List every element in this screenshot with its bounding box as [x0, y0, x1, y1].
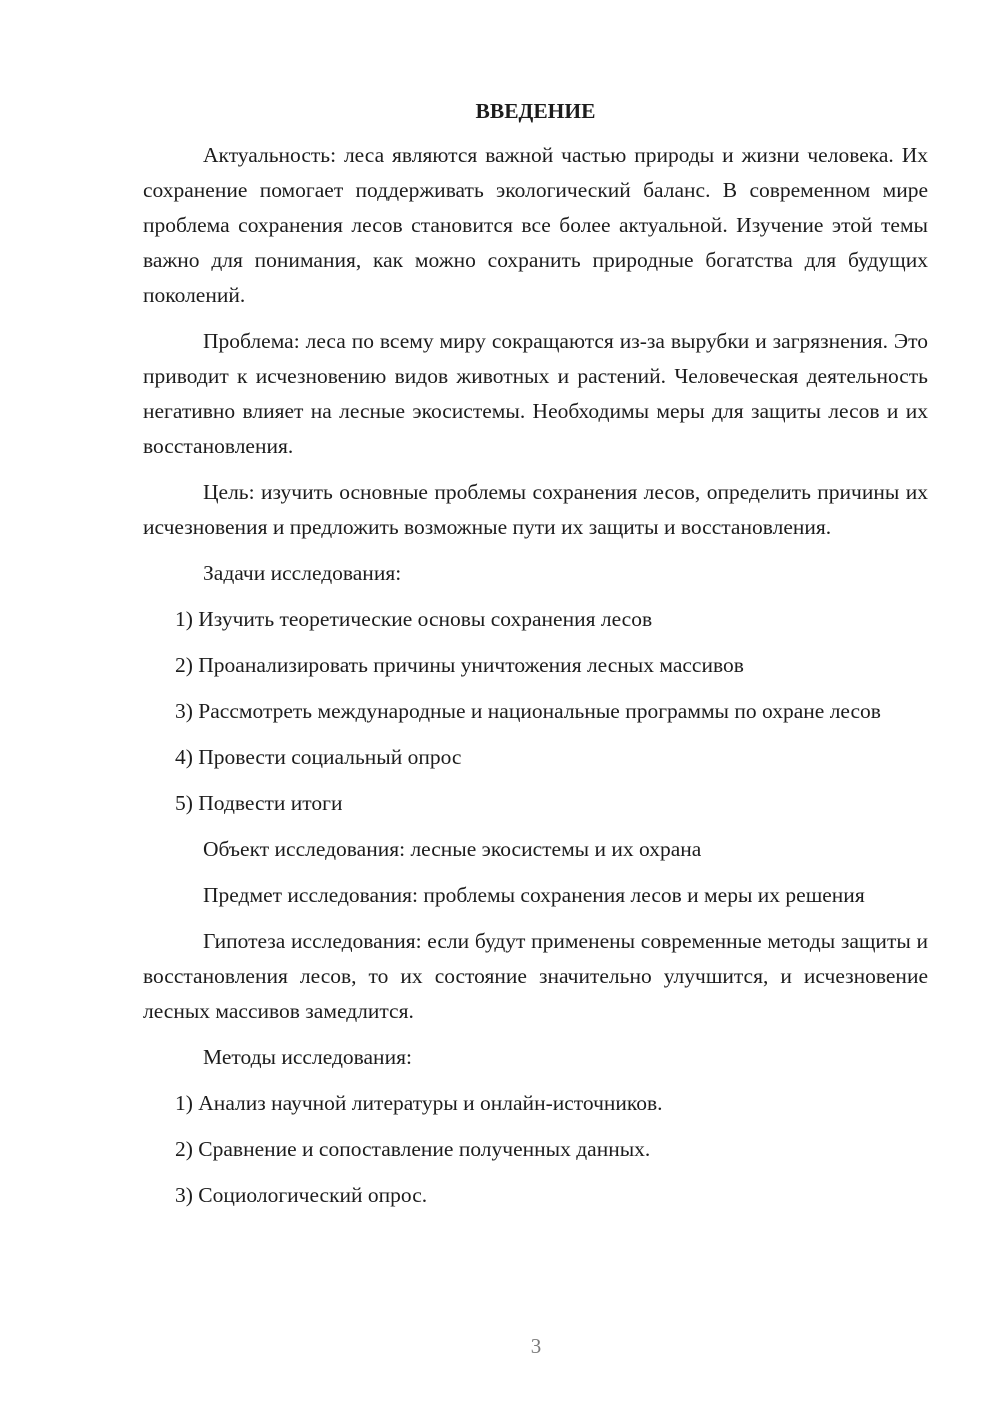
- method-item-1: 1) Анализ научной литературы и онлайн-источников.: [175, 1091, 663, 1115]
- page-number: 3: [530, 1334, 542, 1358]
- task-item-2: 2) Проанализировать причины уничтожения лесных массивов: [175, 653, 744, 677]
- task-item-4: 4) Провести социальный опрос: [175, 745, 462, 769]
- tasks-heading: Задачи исследования:: [203, 561, 402, 585]
- task-item-3: 3) Рассмотреть международные и национальные программы по охране лесов: [175, 699, 881, 723]
- object-paragraph: Объект исследования: лесные экосистемы и их охрана: [203, 837, 702, 861]
- hypothesis-paragraph: Гипотеза исследования: если будут применены современные методы защиты и восстановления лесов, то их состояние значительно улучшится, и исчезновение лесных массивов замедлится.: [143, 929, 928, 1023]
- method-item-2: 2) Сравнение и сопоставление полученных данных.: [175, 1137, 651, 1161]
- methods-heading: Методы исследования:: [203, 1045, 412, 1069]
- section-title: ВВЕДЕНИЕ: [475, 99, 596, 123]
- task-item-5: 5) Подвести итоги: [175, 791, 343, 815]
- problem-paragraph: Проблема: леса по всему миру сокращаются из-за вырубки и загрязнения. Это приводит к исчезновению видов животных и растений. Человеческая деятельность негативно влияет на лесные экосистемы. Необходимы меры для защиты лесов и их восстановления.: [143, 329, 928, 458]
- page-content: [143, 96, 928, 1224]
- subject-paragraph: Предмет исследования: проблемы сохранения лесов и меры их решения: [203, 883, 865, 907]
- method-item-3: 3) Социологический опрос.: [175, 1183, 428, 1207]
- relevance-paragraph: Актуальность: леса являются важной частью природы и жизни человека. Их сохранение помогает поддерживать экологический баланс. В современном мире проблема сохранения лесов становится все более актуальной. Изучение этой темы важно для понимания, как можно сохранить природные богатства для будущих поколений.: [143, 143, 928, 307]
- goal-paragraph: Цель: изучить основные проблемы сохранения лесов, определить причины их исчезновения и предложить возможные пути их защиты и восстановления.: [143, 480, 928, 539]
- task-item-1: 1) Изучить теоретические основы сохранения лесов: [175, 607, 653, 631]
